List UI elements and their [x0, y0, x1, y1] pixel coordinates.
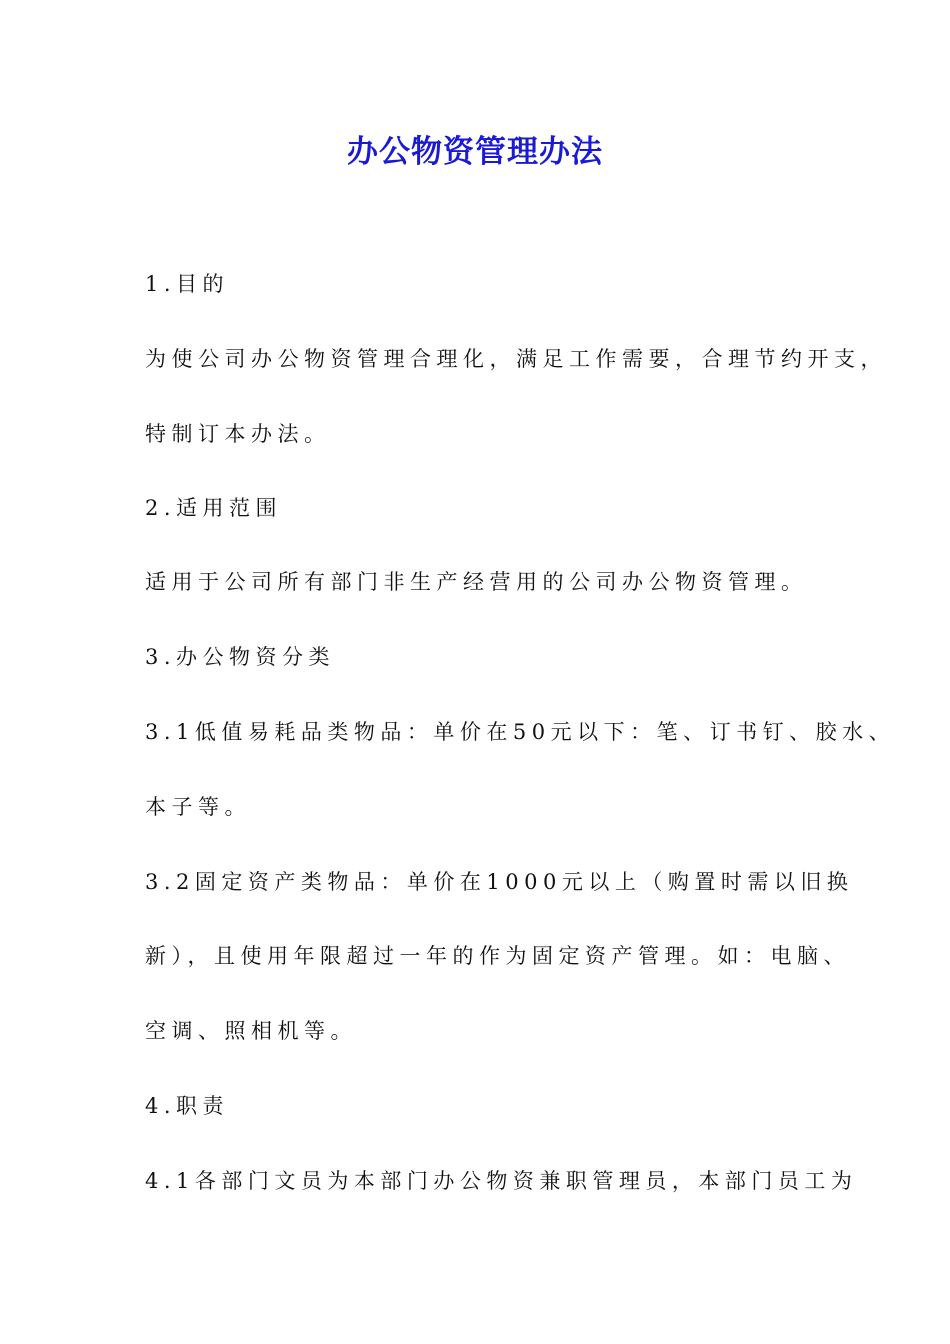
paragraph-line: 空调、照相机等。 — [145, 1019, 357, 1043]
paragraph-line: 本子等。 — [145, 795, 251, 819]
paragraph-line: 4.1各部门文员为本部门办公物资兼职管理员，本部门员工为 — [145, 1169, 858, 1193]
section-heading-classification: 3.办公物资分类 — [145, 645, 336, 669]
paragraph-line: 3.2固定资产类物品：单价在1000元以上（购置时需以旧换 — [145, 870, 854, 894]
section-heading-responsibilities: 4.职责 — [145, 1094, 230, 1118]
document-title: 办公物资管理办法 — [347, 134, 603, 170]
paragraph-line: 3.1低值易耗品类物品：单价在50元以下：笔、订书钉、胶水、 — [145, 720, 896, 744]
paragraph-line: 为使公司办公物资管理合理化，满足工作需要，合理节约开支， — [145, 347, 887, 371]
section-heading-purpose: 1.目的 — [145, 272, 230, 296]
paragraph-line: 适用于公司所有部门非生产经营用的公司办公物资管理。 — [145, 570, 808, 594]
paragraph-line: 新），且使用年限超过一年的作为固定资产管理。如：电脑、 — [145, 944, 850, 968]
section-heading-scope: 2.适用范围 — [145, 496, 283, 520]
paragraph-line: 特制订本办法。 — [145, 422, 331, 446]
